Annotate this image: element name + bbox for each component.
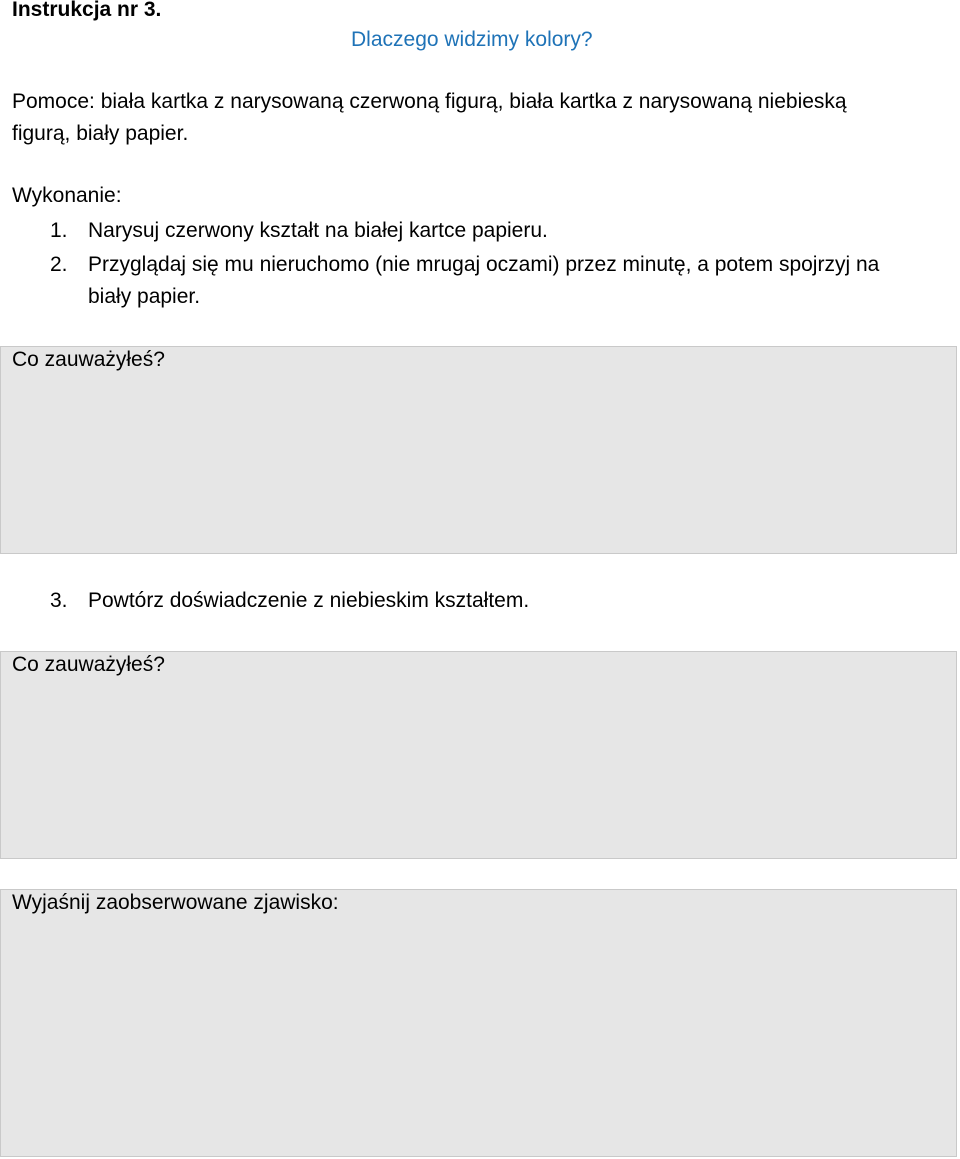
procedure-heading: Wykonanie: <box>12 184 122 207</box>
answer-box-label: Co zauważyłeś? <box>12 348 165 371</box>
document-title: Instrukcja nr 3. <box>12 0 162 21</box>
aids-text-line-1: Pomoce: biała kartka z narysowaną czerwoną figurą, biała kartka z narysowaną niebieską <box>12 90 847 113</box>
step-text-continued: biały papier. <box>88 285 201 308</box>
step-text: Przyglądaj się mu nieruchomo (nie mrugaj oczami) przez minutę, a potem spojrzyj na <box>88 253 880 276</box>
answer-box-label: Wyjaśnij zaobserwowane zjawisko: <box>12 891 339 914</box>
step-number: 2. <box>50 253 68 276</box>
step-text: Powtórz doświadczenie z niebieskim kształtem. <box>88 589 530 612</box>
step-text: Narysuj czerwony kształt na białej kartce papieru. <box>88 219 548 242</box>
document-subtitle: Dlaczego widzimy kolory? <box>351 28 593 51</box>
answer-box-observation-blue[interactable] <box>0 651 957 859</box>
aids-text-line-2: figurą, biały papier. <box>12 122 189 145</box>
answer-box-label: Co zauważyłeś? <box>12 653 165 676</box>
answer-box-observation-red[interactable] <box>0 346 957 554</box>
answer-box-explanation[interactable] <box>0 889 957 1157</box>
step-number: 1. <box>50 219 68 242</box>
step-number: 3. <box>50 589 68 612</box>
